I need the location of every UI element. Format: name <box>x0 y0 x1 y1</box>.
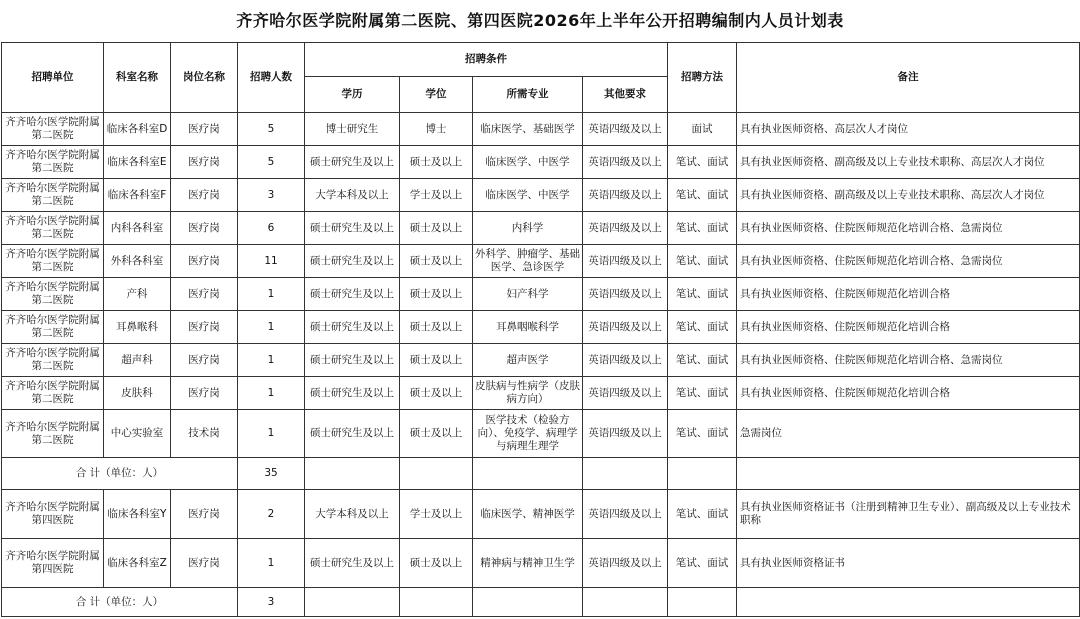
dept-cell: 超声科 <box>104 344 171 377</box>
post-cell: 医疗岗 <box>171 113 238 146</box>
unit-cell: 齐齐哈尔医学院附属第二医院 <box>2 113 104 146</box>
post-cell: 医疗岗 <box>171 245 238 278</box>
other-cell: 英语四级及以上 <box>583 212 668 245</box>
table-row <box>2 490 1080 539</box>
header-unit: 招聘单位 <box>2 43 104 113</box>
major-cell: 内科学 <box>473 212 583 245</box>
note-cell: 具有执业医师资格、住院医师规范化培训合格、急需岗位 <box>737 212 1080 245</box>
dept-cell: 临床各科室F <box>104 179 171 212</box>
post-cell: 医疗岗 <box>171 490 238 539</box>
major-cell: 耳鼻咽喉科学 <box>473 311 583 344</box>
note-cell: 具有执业医师资格、高层次人才岗位 <box>737 113 1080 146</box>
total2-body <box>2 588 1080 617</box>
degree-cell: 博士 <box>400 113 473 146</box>
other-cell: 英语四级及以上 <box>583 410 668 458</box>
post-cell: 医疗岗 <box>171 539 238 588</box>
major-cell: 临床医学、精神医学 <box>473 490 583 539</box>
other-cell: 英语四级及以上 <box>583 179 668 212</box>
method-cell: 笔试、面试 <box>668 278 737 311</box>
count-cell: 3 <box>238 179 305 212</box>
other-cell: 英语四级及以上 <box>583 146 668 179</box>
header-edu: 学历 <box>305 77 400 113</box>
major-cell: 临床医学、基础医学 <box>473 113 583 146</box>
total-row <box>2 458 1080 490</box>
edu-cell: 硕士研究生及以上 <box>305 245 400 278</box>
table-row <box>2 146 1080 179</box>
header-count: 招聘人数 <box>238 43 305 113</box>
note-cell: 具有执业医师资格、住院医师规范化培训合格、急需岗位 <box>737 344 1080 377</box>
dept-cell: 临床各科室Z <box>104 539 171 588</box>
note-cell: 具有执业医师资格、住院医师规范化培训合格 <box>737 377 1080 410</box>
unit-cell: 齐齐哈尔医学院附属第四医院 <box>2 539 104 588</box>
other-cell: 英语四级及以上 <box>583 278 668 311</box>
edu-cell: 硕士研究生及以上 <box>305 311 400 344</box>
dept-cell: 产科 <box>104 278 171 311</box>
header-dept: 科室名称 <box>104 43 171 113</box>
unit-cell: 齐齐哈尔医学院附属第四医院 <box>2 490 104 539</box>
method-cell: 笔试、面试 <box>668 311 737 344</box>
edu-cell: 博士研究生 <box>305 113 400 146</box>
degree-cell: 硕士及以上 <box>400 212 473 245</box>
other-cell: 英语四级及以上 <box>583 344 668 377</box>
major-cell: 外科学、肿瘤学、基础医学、急诊医学 <box>473 245 583 278</box>
other-cell: 英语四级及以上 <box>583 245 668 278</box>
header-note: 备注 <box>737 43 1080 113</box>
method-cell: 笔试、面试 <box>668 410 737 458</box>
unit-cell: 齐齐哈尔医学院附属第二医院 <box>2 344 104 377</box>
degree-cell: 硕士及以上 <box>400 311 473 344</box>
edu-cell: 硕士研究生及以上 <box>305 410 400 458</box>
post-cell: 医疗岗 <box>171 344 238 377</box>
method-cell: 笔试、面试 <box>668 146 737 179</box>
note-cell: 急需岗位 <box>737 410 1080 458</box>
method-cell: 笔试、面试 <box>668 212 737 245</box>
table-row <box>2 311 1080 344</box>
degree-cell: 硕士及以上 <box>400 344 473 377</box>
degree-cell: 硕士及以上 <box>400 539 473 588</box>
post-cell: 医疗岗 <box>171 146 238 179</box>
degree-cell: 硕士及以上 <box>400 278 473 311</box>
degree-cell: 硕士及以上 <box>400 245 473 278</box>
count-cell: 5 <box>238 113 305 146</box>
header-major: 所需专业 <box>473 77 583 113</box>
count-cell: 1 <box>238 278 305 311</box>
table-row <box>2 245 1080 278</box>
dept-cell: 临床各科室Y <box>104 490 171 539</box>
count-cell: 1 <box>238 377 305 410</box>
table-row <box>2 278 1080 311</box>
unit-cell: 齐齐哈尔医学院附属第二医院 <box>2 146 104 179</box>
total-value: 35 <box>238 458 305 490</box>
edu-cell: 硕士研究生及以上 <box>305 539 400 588</box>
note-cell: 具有执业医师资格、住院医师规范化培训合格 <box>737 311 1080 344</box>
note-cell: 具有执业医师资格、住院医师规范化培训合格 <box>737 278 1080 311</box>
method-cell: 面试 <box>668 113 737 146</box>
table-row <box>2 179 1080 212</box>
post-cell: 医疗岗 <box>171 311 238 344</box>
header-conditions: 招聘条件 <box>305 43 668 77</box>
major-cell: 临床医学、中医学 <box>473 179 583 212</box>
table-row <box>2 212 1080 245</box>
edu-cell: 硕士研究生及以上 <box>305 344 400 377</box>
other-cell: 英语四级及以上 <box>583 490 668 539</box>
major-cell: 医学技术（检验方向）、免疫学、病理学与病理生理学 <box>473 410 583 458</box>
post-cell: 医疗岗 <box>171 212 238 245</box>
count-cell: 6 <box>238 212 305 245</box>
edu-cell: 硕士研究生及以上 <box>305 377 400 410</box>
count-cell: 2 <box>238 490 305 539</box>
count-cell: 1 <box>238 344 305 377</box>
edu-cell: 大学本科及以上 <box>305 179 400 212</box>
degree-cell: 硕士及以上 <box>400 146 473 179</box>
dept-cell: 临床各科室D <box>104 113 171 146</box>
count-cell: 1 <box>238 311 305 344</box>
degree-cell: 学士及以上 <box>400 179 473 212</box>
table-row <box>2 377 1080 410</box>
unit-cell: 齐齐哈尔医学院附属第二医院 <box>2 212 104 245</box>
total1-body <box>2 458 1080 490</box>
major-cell: 超声医学 <box>473 344 583 377</box>
degree-cell: 硕士及以上 <box>400 410 473 458</box>
post-cell: 技术岗 <box>171 410 238 458</box>
header-other: 其他要求 <box>583 77 668 113</box>
note-cell: 具有执业医师资格证书（注册到精神卫生专业）、副高级及以上专业技术职称 <box>737 490 1080 539</box>
unit-cell: 齐齐哈尔医学院附属第二医院 <box>2 311 104 344</box>
dept-cell: 临床各科室E <box>104 146 171 179</box>
table-row <box>2 410 1080 458</box>
unit-cell: 齐齐哈尔医学院附属第二医院 <box>2 245 104 278</box>
major-cell: 精神病与精神卫生学 <box>473 539 583 588</box>
count-cell: 11 <box>238 245 305 278</box>
table-row <box>2 113 1080 146</box>
count-cell: 1 <box>238 539 305 588</box>
dept-cell: 外科各科室 <box>104 245 171 278</box>
other-cell: 英语四级及以上 <box>583 539 668 588</box>
method-cell: 笔试、面试 <box>668 245 737 278</box>
unit-cell: 齐齐哈尔医学院附属第二医院 <box>2 410 104 458</box>
group2-body <box>2 490 1080 588</box>
degree-cell: 学士及以上 <box>400 490 473 539</box>
total-value: 3 <box>238 588 305 617</box>
note-cell: 具有执业医师资格、副高级及以上专业技术职称、高层次人才岗位 <box>737 146 1080 179</box>
unit-cell: 齐齐哈尔医学院附属第二医院 <box>2 179 104 212</box>
note-cell: 具有执业医师资格、副高级及以上专业技术职称、高层次人才岗位 <box>737 179 1080 212</box>
dept-cell: 耳鼻喉科 <box>104 311 171 344</box>
total-label: 合 计（单位：人） <box>2 458 238 490</box>
edu-cell: 硕士研究生及以上 <box>305 212 400 245</box>
count-cell: 5 <box>238 146 305 179</box>
header-method: 招聘方法 <box>668 43 737 113</box>
major-cell: 临床医学、中医学 <box>473 146 583 179</box>
other-cell: 英语四级及以上 <box>583 311 668 344</box>
edu-cell: 硕士研究生及以上 <box>305 278 400 311</box>
method-cell: 笔试、面试 <box>668 490 737 539</box>
recruitment-table <box>1 42 1080 617</box>
dept-cell: 内科各科室 <box>104 212 171 245</box>
header-post: 岗位名称 <box>171 43 238 113</box>
edu-cell: 硕士研究生及以上 <box>305 146 400 179</box>
table-row <box>2 539 1080 588</box>
table-row <box>2 344 1080 377</box>
unit-cell: 齐齐哈尔医学院附属第二医院 <box>2 377 104 410</box>
post-cell: 医疗岗 <box>171 179 238 212</box>
degree-cell: 硕士及以上 <box>400 377 473 410</box>
post-cell: 医疗岗 <box>171 278 238 311</box>
dept-cell: 皮肤科 <box>104 377 171 410</box>
method-cell: 笔试、面试 <box>668 179 737 212</box>
post-cell: 医疗岗 <box>171 377 238 410</box>
group1-body <box>2 113 1080 458</box>
total-label: 合 计（单位：人） <box>2 588 238 617</box>
method-cell: 笔试、面试 <box>668 344 737 377</box>
dept-cell: 中心实验室 <box>104 410 171 458</box>
note-cell: 具有执业医师资格证书 <box>737 539 1080 588</box>
total-row <box>2 588 1080 617</box>
method-cell: 笔试、面试 <box>668 539 737 588</box>
unit-cell: 齐齐哈尔医学院附属第二医院 <box>2 278 104 311</box>
method-cell: 笔试、面试 <box>668 377 737 410</box>
other-cell: 英语四级及以上 <box>583 377 668 410</box>
edu-cell: 大学本科及以上 <box>305 490 400 539</box>
page-title: 齐齐哈尔医学院附属第二医院、第四医院2026年上半年公开招聘编制内人员计划表 <box>236 11 844 30</box>
count-cell: 1 <box>238 410 305 458</box>
major-cell: 皮肤病与性病学（皮肤病方向） <box>473 377 583 410</box>
note-cell: 具有执业医师资格、住院医师规范化培训合格、急需岗位 <box>737 245 1080 278</box>
major-cell: 妇产科学 <box>473 278 583 311</box>
other-cell: 英语四级及以上 <box>583 113 668 146</box>
header-degree: 学位 <box>400 77 473 113</box>
